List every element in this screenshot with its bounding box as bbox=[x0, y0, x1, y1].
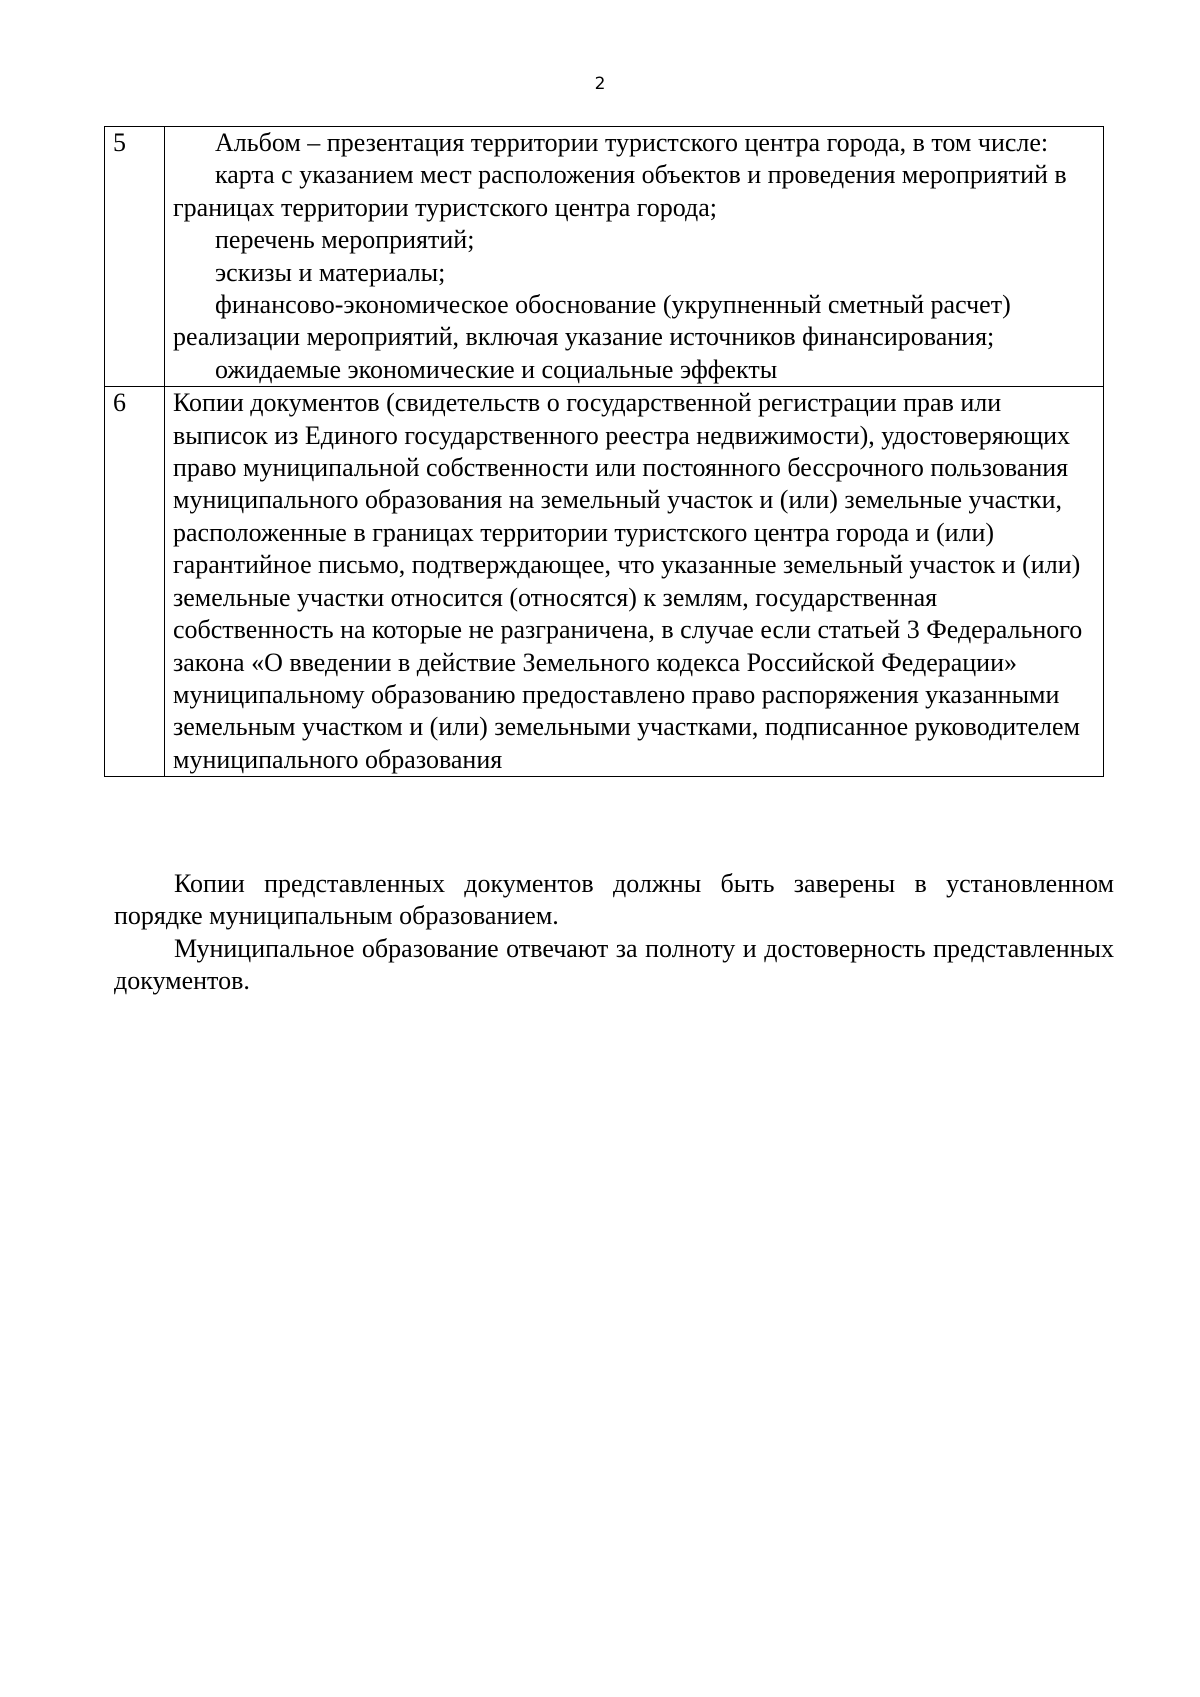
table-row bbox=[105, 387, 1104, 777]
row-number: 5 bbox=[105, 127, 165, 387]
cell-paragraph: финансово-экономическое обоснование (укрупненный сметный расчет) реализации мероприятий, включая указание источников финансирования; bbox=[173, 290, 1011, 352]
cell-paragraph: карта с указанием мест расположения объектов и проведения мероприятий в границах территории туристского центра города; bbox=[173, 160, 1067, 222]
page-number: 2 bbox=[594, 74, 606, 94]
cell-paragraph: Копии документов (свидетельств о государственной регистрации прав или выписок из Единого государственного реестра недвижимости), удостоверяющих право муниципальной собственности или постоянного бессрочного пользования муниципального образования на земельный участок и (или) земельные участки, расположенные в границах территории туристского центра города и (или) гарантийное письмо, подтверждающее, что указанные земельный участок и (или) земельные участки относится (относятся) к землям, государственная собственность на которые не разграничена, в случае если статьей 3 Федерального закона «О введении в действие Земельного кодекса Российской Федерации» муниципальному образованию предоставлено право распоряжения указанными земельным участком и (или) земельными участками, подписанное руководителем муниципального образования bbox=[173, 388, 1083, 774]
row-content bbox=[165, 387, 1104, 777]
row-number: 6 bbox=[105, 387, 165, 777]
table-row bbox=[105, 127, 1104, 387]
row-content bbox=[165, 127, 1104, 387]
cell-paragraph: перечень мероприятий; bbox=[215, 225, 475, 255]
cell-paragraph: Альбом – презентация территории туристского центра города, в том числе: bbox=[215, 128, 1049, 157]
requirements-table bbox=[104, 126, 1104, 777]
body-paragraph: Копии представленных документов должны быть заверены в установленном порядке муниципальным образованием. bbox=[114, 869, 1114, 931]
cell-paragraph: ожидаемые экономические и социальные эффекты bbox=[215, 354, 778, 384]
body-paragraph: Муниципальное образование отвечают за полноту и достоверность представленных документов. bbox=[114, 934, 1114, 996]
cell-paragraph: эскизы и материалы; bbox=[215, 257, 446, 287]
